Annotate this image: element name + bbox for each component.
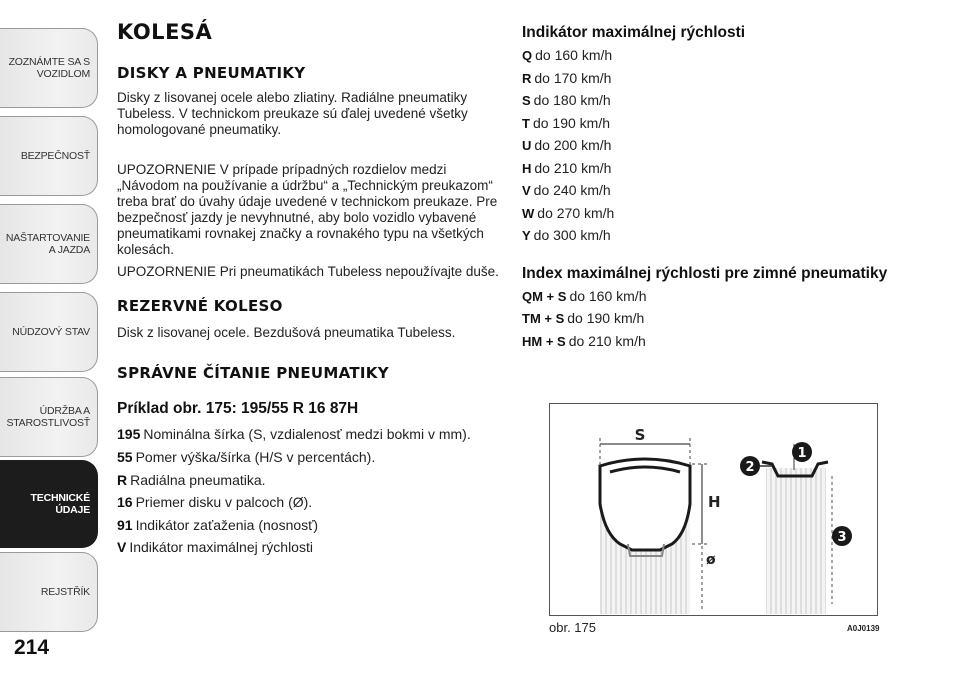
warning-tubeless: UPOZORNENIE Pri pneumatikách Tubeless nepoužívajte duše.: [117, 264, 499, 279]
example-text: Indikátor maximálnej rýchlosti: [129, 539, 313, 555]
winter-text: do 210 km/h: [568, 333, 646, 349]
speed-code: W: [522, 206, 535, 221]
speed-code: R: [522, 71, 532, 86]
callout-1-label: 1: [797, 446, 807, 461]
dimension-diameter-label: ø: [706, 552, 716, 568]
example-code: 195: [117, 426, 141, 442]
tire-profile: [600, 459, 690, 550]
winter-code: QM + S: [522, 289, 567, 304]
tab-nastartovanie[interactable]: [0, 204, 98, 284]
tab-nudzovy-stav[interactable]: [0, 292, 98, 372]
winter-heading: Index maximálnej rýchlosti pre zimné pneumatiky: [522, 265, 888, 282]
winter-text: do 160 km/h: [569, 288, 647, 304]
rim-hatching: [766, 468, 826, 614]
tab-zoznamte-sa[interactable]: [0, 28, 98, 108]
example-heading: Príklad obr. 175: 195/55 R 16 87H: [117, 400, 359, 417]
winter-item: [522, 333, 646, 349]
figure-code: A0J0139: [847, 624, 880, 633]
example-code: R: [117, 472, 128, 488]
page-title: KOLESÁ: [117, 20, 213, 44]
tab-rejstrik[interactable]: [0, 552, 98, 632]
speed-item: [522, 160, 611, 176]
speed-item: [522, 137, 611, 153]
speed-code: V: [522, 183, 531, 198]
speed-code: Y: [522, 228, 531, 243]
example-text: Radiálna pneumatika.: [130, 472, 266, 488]
winter-code: TM + S: [522, 311, 565, 326]
speed-item: [522, 115, 610, 131]
example-text: Priemer disku v palcoch (Ø).: [135, 494, 313, 510]
winter-item: [522, 288, 647, 304]
tab-udrzba[interactable]: [0, 377, 98, 457]
tab-label: BEZPEČNOSŤ: [20, 150, 90, 162]
winter-item: [522, 310, 644, 326]
speed-text: do 200 km/h: [534, 137, 612, 153]
speed-item: [522, 92, 611, 108]
speed-item: [522, 70, 611, 86]
figure-caption: obr. 175: [549, 620, 596, 635]
example-item: [117, 494, 312, 510]
speed-text: do 240 km/h: [533, 182, 611, 198]
tab-label: NAŠTARTOVANIE A JAZDA: [5, 232, 90, 256]
speed-item: [522, 47, 612, 63]
example-code: V: [117, 539, 127, 555]
speed-text: do 210 km/h: [534, 160, 612, 176]
tab-bezpecnost[interactable]: [0, 116, 98, 196]
reading-heading: SPRÁVNE ČÍTANIE PNEUMATIKY: [117, 364, 389, 382]
example-item: [117, 472, 266, 488]
winter-text: do 190 km/h: [567, 310, 645, 326]
example-item: [117, 449, 375, 465]
tire-diagram: [549, 403, 878, 616]
wheels-heading: DISKY A PNEUMATIKY: [117, 64, 306, 82]
speed-text: do 180 km/h: [533, 92, 611, 108]
tab-technicke-udaje[interactable]: [0, 460, 98, 548]
example-text: Pomer výška/šírka (H/S v percentách).: [135, 449, 376, 465]
example-item: [117, 539, 313, 555]
speed-code: Q: [522, 48, 533, 63]
example-text: Indikátor zaťaženia (nosnosť): [135, 517, 319, 533]
speed-text: do 300 km/h: [533, 227, 611, 243]
dimension-h-label: H: [708, 493, 721, 511]
speed-code: S: [522, 93, 531, 108]
example-item: [117, 426, 471, 442]
speed-text: do 190 km/h: [532, 115, 611, 131]
speed-item: [522, 205, 614, 221]
speed-text: do 170 km/h: [534, 70, 612, 86]
warning-paragraph: UPOZORNENIE V prípade prípadných rozdielov medzi „Návodom na používanie a údržbu“ a „Technickým preukazom“ treba brať do úvahy údaje uvedené v technickom preukaze. Pre bezpečnosť jazdy je nevyhnutné, aby bolo vozidlo vybavené pneumatikami rovnakej značky a rovnakého typu na všetkých kolesách.: [117, 162, 498, 257]
tire-diagram-svg: [550, 404, 876, 614]
example-code: 91: [117, 517, 133, 533]
speed-item: [522, 227, 611, 243]
example-code: 16: [117, 494, 133, 510]
speed-text: do 160 km/h: [535, 47, 613, 63]
dimension-s-label: S: [634, 426, 646, 444]
speed-heading: Indikátor maximálnej rýchlosti: [522, 24, 746, 41]
speed-text: do 270 km/h: [537, 205, 615, 221]
spare-heading: REZERVNÉ KOLESO: [117, 297, 283, 315]
winter-code: HM + S: [522, 334, 566, 349]
speed-code: H: [522, 161, 532, 176]
speed-code: T: [522, 116, 530, 131]
callout-2-label: 2: [745, 460, 755, 475]
wheels-text: Disky z lisovanej ocele alebo zliatiny. Radiálne pneumatiky Tubeless. V technickom preukaze sú ďalej uvedené všetky homologované pneumatiky.: [117, 90, 468, 137]
chapter-sidebar: [0, 0, 100, 686]
tab-label: TECHNICKÉ ÚDAJE: [30, 492, 90, 516]
tab-label: REJSTŘÍK: [40, 586, 90, 598]
callout-3-label: 3: [837, 530, 847, 545]
spare-text: Disk z lisovanej ocele. Bezdušová pneumatika Tubeless.: [117, 325, 456, 340]
tab-label: ÚDRŽBA A STAROSTLIVOSŤ: [6, 405, 90, 429]
tab-label: NÚDZOVÝ STAV: [12, 326, 90, 338]
example-text: Nominálna šírka (S, vzdialenosť medzi bokmi v mm).: [143, 426, 471, 442]
example-item: [117, 517, 318, 533]
speed-item: [522, 182, 611, 198]
tab-label: ZOZNÁMTE SA S VOZIDLOM: [8, 56, 90, 80]
page-number: 214: [14, 636, 50, 659]
example-code: 55: [117, 449, 133, 465]
speed-code: U: [522, 138, 532, 153]
